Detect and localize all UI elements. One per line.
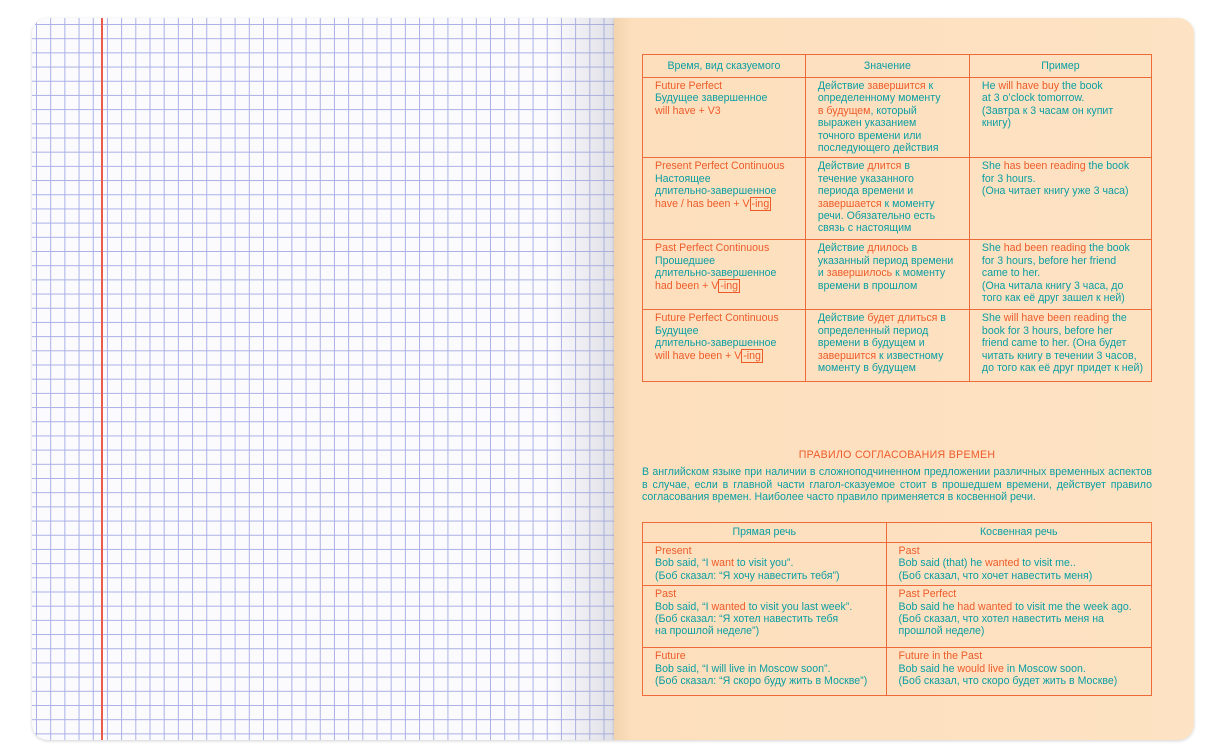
- example-line: [982, 337, 1143, 349]
- tense-cell: [643, 78, 806, 158]
- direct-speech-line: [655, 613, 878, 625]
- direct-speech-text: Bob said, “I will live in Moscow soon”.: [655, 662, 831, 675]
- tense-row: [643, 310, 1152, 382]
- meaning-line: [818, 80, 961, 92]
- example-text: had been reading: [1003, 242, 1087, 255]
- meaning-text: определенный период: [817, 324, 929, 337]
- example-text: She: [981, 312, 1004, 325]
- meaning-line: [818, 280, 961, 292]
- example-line: [982, 185, 1143, 197]
- indirect-speech-text: would live: [957, 662, 1004, 675]
- meaning-line: [818, 350, 961, 362]
- tense-name: Present Perfect Continuous: [655, 160, 785, 173]
- example-text: He: [981, 80, 999, 92]
- meaning-text: указанный период времени: [817, 254, 954, 267]
- indirect-speech-text: (Боб сказал, что хочет навестить меня): [898, 569, 1093, 582]
- example-text: She: [981, 242, 1004, 255]
- tense-formula: will have been + V -ing: [655, 349, 761, 362]
- meaning-cell: [805, 158, 969, 240]
- meaning-text: завершится: [867, 80, 926, 92]
- example-line: [982, 255, 1143, 267]
- meaning-line: [818, 312, 961, 324]
- indirect-speech-cell: [886, 586, 1151, 648]
- direct-tense: Past: [655, 588, 677, 601]
- indirect-speech-line: [899, 601, 1143, 613]
- tense-name: Future Perfect Continuous: [655, 312, 779, 325]
- tense-name-ru: Прошедшее: [655, 254, 716, 267]
- indirect-speech-line: [899, 613, 1143, 625]
- example-line: [982, 292, 1143, 304]
- example-text: for 3 hours.: [981, 172, 1036, 185]
- indirect-speech-line: [899, 663, 1143, 675]
- indirect-speech-text: прошлой неделе): [898, 625, 985, 638]
- ing-suffix: -ing: [720, 279, 738, 292]
- meaning-line: [818, 325, 961, 337]
- direct-tense: Future: [655, 650, 686, 663]
- tense-name: Past Perfect Continuous: [655, 242, 770, 255]
- indirect-speech-text: wanted: [985, 557, 1020, 570]
- example-line: [982, 173, 1143, 185]
- direct-speech-text: Bob said, “I: [655, 557, 712, 570]
- direct-speech-line: [655, 570, 878, 582]
- direct-speech-text: (Боб сказал: “Я скоро буду жить в Москве”): [655, 675, 868, 688]
- meaning-line: [818, 362, 961, 374]
- example-line: [982, 312, 1143, 324]
- meaning-text: в: [901, 160, 910, 173]
- meaning-text: к известному: [876, 349, 944, 362]
- tense-name-ru: Будущее: [655, 324, 699, 337]
- direct-speech-text: to visit you last week”.: [745, 600, 853, 613]
- meaning-cell: [805, 240, 969, 310]
- meaning-text: завершается: [817, 197, 882, 210]
- meaning-text: моменту в будущем: [817, 362, 916, 375]
- indirect-speech-line: [899, 675, 1143, 687]
- indirect-speech-text: Bob said (that) he: [898, 557, 986, 570]
- meaning-line: [818, 160, 961, 172]
- indirect-speech-text: had wanted: [957, 600, 1013, 613]
- indirect-speech-text: in Moscow soon.: [1003, 662, 1086, 675]
- indirect-speech-cell: [886, 543, 1151, 586]
- speech-row: [643, 543, 1152, 586]
- example-line: [982, 242, 1143, 254]
- meaning-line: [818, 173, 961, 185]
- tense-formula: had been + V -ing: [655, 279, 738, 292]
- example-text: friend came to her. (Она будет: [981, 337, 1127, 350]
- meaning-text: Действие: [817, 160, 868, 173]
- tense-name-ru-2: длительно-завершенное: [655, 267, 777, 280]
- meaning-text: завершится: [817, 349, 877, 362]
- meaning-text: в будущем: [817, 104, 871, 117]
- meaning-line: [818, 142, 961, 154]
- indirect-speech-text: Bob said he: [898, 600, 958, 613]
- example-cell: [969, 158, 1151, 240]
- meaning-line: [818, 242, 961, 254]
- meaning-text: Действие: [817, 312, 868, 325]
- indirect-speech-text: to visit me the week ago.: [1012, 600, 1132, 613]
- tense-cell: [643, 240, 806, 310]
- meaning-text: определенному моменту: [817, 92, 941, 105]
- meaning-text: к моменту: [881, 197, 935, 210]
- example-line: [982, 160, 1143, 172]
- meaning-text: завершилось: [826, 267, 893, 280]
- example-text: She: [981, 160, 1004, 173]
- example-line: [982, 350, 1143, 362]
- meaning-cell: [805, 310, 969, 382]
- direct-speech-line: [655, 675, 878, 687]
- tense-formula: have / has been + V -ing: [655, 197, 770, 210]
- reference-page: [614, 18, 1194, 740]
- example-cell: [969, 78, 1151, 158]
- ing-suffix: -ing: [743, 349, 761, 362]
- example-text: will have been reading: [1003, 312, 1110, 325]
- indirect-speech-line: [899, 625, 1143, 637]
- example-text: the book: [1086, 242, 1130, 255]
- direct-speech-text: (Боб сказал: “Я хотел навестить тебя: [655, 613, 839, 626]
- meaning-line: [818, 267, 961, 279]
- meaning-text: речи. Обязательно есть: [817, 210, 936, 223]
- direct-speech-line: [655, 601, 878, 613]
- example-text: came to her.: [981, 267, 1041, 280]
- tense-name-ru-2: длительно-завершенное: [655, 337, 777, 350]
- rule-text: В английском языке при наличии в сложноподчиненном предложении различных временных аспектов в случае, если в главной части глагол-сказуемое стоит в прошедшем времени, действует правило согласования времен. Наиболее часто правило применяется в косвенной речи.: [642, 466, 1152, 504]
- meaning-text: , который: [870, 104, 917, 117]
- meaning-line: [818, 117, 961, 129]
- tenses-table: [642, 54, 1152, 382]
- header-direct-speech: Прямая речь: [643, 523, 887, 543]
- direct-speech-cell: [643, 648, 887, 696]
- direct-speech-text: Bob said, “I: [655, 600, 712, 613]
- example-text: has been reading: [1003, 160, 1086, 173]
- direct-tense: Present: [655, 545, 692, 557]
- example-line: [982, 280, 1143, 292]
- meaning-text: точного времени или: [817, 129, 922, 142]
- tense-cell: [643, 310, 806, 382]
- indirect-speech-text: (Боб сказал, что хотел навестить меня на: [898, 613, 1104, 626]
- tense-name-ru: Будущее завершенное: [655, 92, 768, 105]
- direct-speech-text: (Боб сказал: “Я хочу навестить тебя”): [655, 569, 840, 582]
- indirect-speech-text: (Боб сказал, что скоро будет жить в Москве): [898, 675, 1118, 688]
- meaning-text: связь с настоящим: [817, 222, 912, 235]
- meaning-text: в: [937, 312, 946, 325]
- direct-speech-text: на прошлой неделе”): [655, 625, 760, 638]
- meaning-line: [818, 255, 961, 267]
- speech-row: [643, 586, 1152, 648]
- meaning-text: Действие: [817, 80, 868, 92]
- example-line: [982, 105, 1143, 117]
- example-text: читать книгу в течении 3 часов,: [981, 349, 1137, 362]
- example-text: до того как её друг придет к ней): [981, 362, 1143, 375]
- meaning-text: к моменту: [892, 267, 946, 280]
- meaning-text: выражен указанием: [817, 117, 917, 130]
- direct-speech-line: [655, 625, 878, 637]
- direct-speech-cell: [643, 586, 887, 648]
- direct-speech-line: [655, 557, 878, 569]
- meaning-line: [818, 337, 961, 349]
- tense-row: [643, 240, 1152, 310]
- meaning-cell: [805, 78, 969, 158]
- example-text: at 3 o’clock tomorrow.: [981, 92, 1085, 105]
- meaning-text: и: [817, 267, 827, 280]
- meaning-text: течение указанного: [817, 172, 914, 185]
- example-cell: [969, 240, 1151, 310]
- example-text: book for 3 hours, before her: [981, 324, 1113, 337]
- indirect-tense: Past Perfect: [898, 588, 957, 601]
- example-text: (Она читала книгу 3 часа, до: [981, 279, 1124, 292]
- indirect-tense: Future in the Past: [898, 650, 983, 663]
- tenses-table-header: [643, 55, 1152, 78]
- example-line: [982, 117, 1143, 129]
- ing-suffix: -ing: [751, 197, 770, 210]
- indirect-speech-cell: [886, 648, 1151, 696]
- example-line: [982, 80, 1143, 92]
- tense-row: [643, 78, 1152, 158]
- example-line: [982, 325, 1143, 337]
- direct-speech-text: to visit you”.: [733, 557, 794, 570]
- margin-line: [101, 18, 103, 740]
- example-line: [982, 267, 1143, 279]
- notebook-spread: [32, 18, 1194, 740]
- meaning-line: [818, 130, 961, 142]
- meaning-text: времени в прошлом: [817, 279, 918, 292]
- example-line: [982, 92, 1143, 104]
- tense-row: [643, 158, 1152, 240]
- indirect-tense: Past: [898, 545, 920, 557]
- example-text: (Завтра к 3 часам он купит: [981, 104, 1114, 117]
- meaning-text: будет длиться: [867, 312, 938, 325]
- speech-table-header: [643, 523, 1152, 543]
- example-text: the book: [1085, 160, 1130, 173]
- header-example: Пример: [969, 55, 1151, 78]
- meaning-line: [818, 210, 961, 222]
- example-text: will have buy: [998, 80, 1060, 92]
- example-cell: [969, 310, 1151, 382]
- example-text: того как её друг зашел к ней): [981, 292, 1125, 305]
- header-tense: Время, вид сказуемого: [643, 55, 806, 78]
- speech-table: [642, 522, 1152, 696]
- meaning-line: [818, 92, 961, 104]
- rule-title: ПРАВИЛО СОГЛАСОВАНИЯ ВРЕМЕН: [798, 449, 996, 461]
- meaning-text: длилось: [867, 242, 909, 255]
- tense-name-ru: Настоящее: [655, 172, 711, 185]
- example-text: the book: [1059, 80, 1103, 92]
- meaning-line: [818, 198, 961, 210]
- header-meaning: Значение: [805, 55, 969, 78]
- direct-speech-text: wanted: [711, 600, 746, 613]
- example-text: for 3 hours, before her friend: [981, 254, 1117, 267]
- meaning-line: [818, 222, 961, 234]
- meaning-text: последующего действия: [817, 142, 939, 155]
- tense-formula: will have + V3: [655, 104, 721, 117]
- meaning-line: [818, 185, 961, 197]
- direct-speech-line: [655, 663, 878, 675]
- meaning-text: периода времени и: [817, 185, 914, 198]
- header-indirect-speech: Косвенная речь: [886, 523, 1151, 543]
- meaning-text: к: [925, 80, 934, 92]
- tense-cell: [643, 158, 806, 240]
- indirect-speech-text: Bob said he: [898, 662, 958, 675]
- meaning-text: длится: [867, 160, 902, 173]
- speech-row: [643, 648, 1152, 696]
- tense-name-ru-2: длительно-завершенное: [655, 185, 777, 198]
- example-text: (Она читает книгу уже 3 часа): [981, 185, 1129, 198]
- example-line: [982, 362, 1143, 374]
- direct-speech-cell: [643, 543, 887, 586]
- meaning-line: [818, 105, 961, 117]
- meaning-text: времени в будущем и: [817, 337, 925, 350]
- example-text: the: [1109, 312, 1127, 325]
- direct-speech-text: want: [711, 557, 734, 570]
- grid-paper-page: [32, 18, 614, 740]
- indirect-speech-line: [899, 557, 1143, 569]
- indirect-speech-text: to visit me..: [1019, 557, 1076, 570]
- meaning-text: Действие: [817, 242, 868, 255]
- meaning-text: в: [908, 242, 918, 255]
- tense-name: Future Perfect: [655, 80, 723, 92]
- example-text: книгу): [981, 117, 1012, 130]
- indirect-speech-line: [899, 570, 1143, 582]
